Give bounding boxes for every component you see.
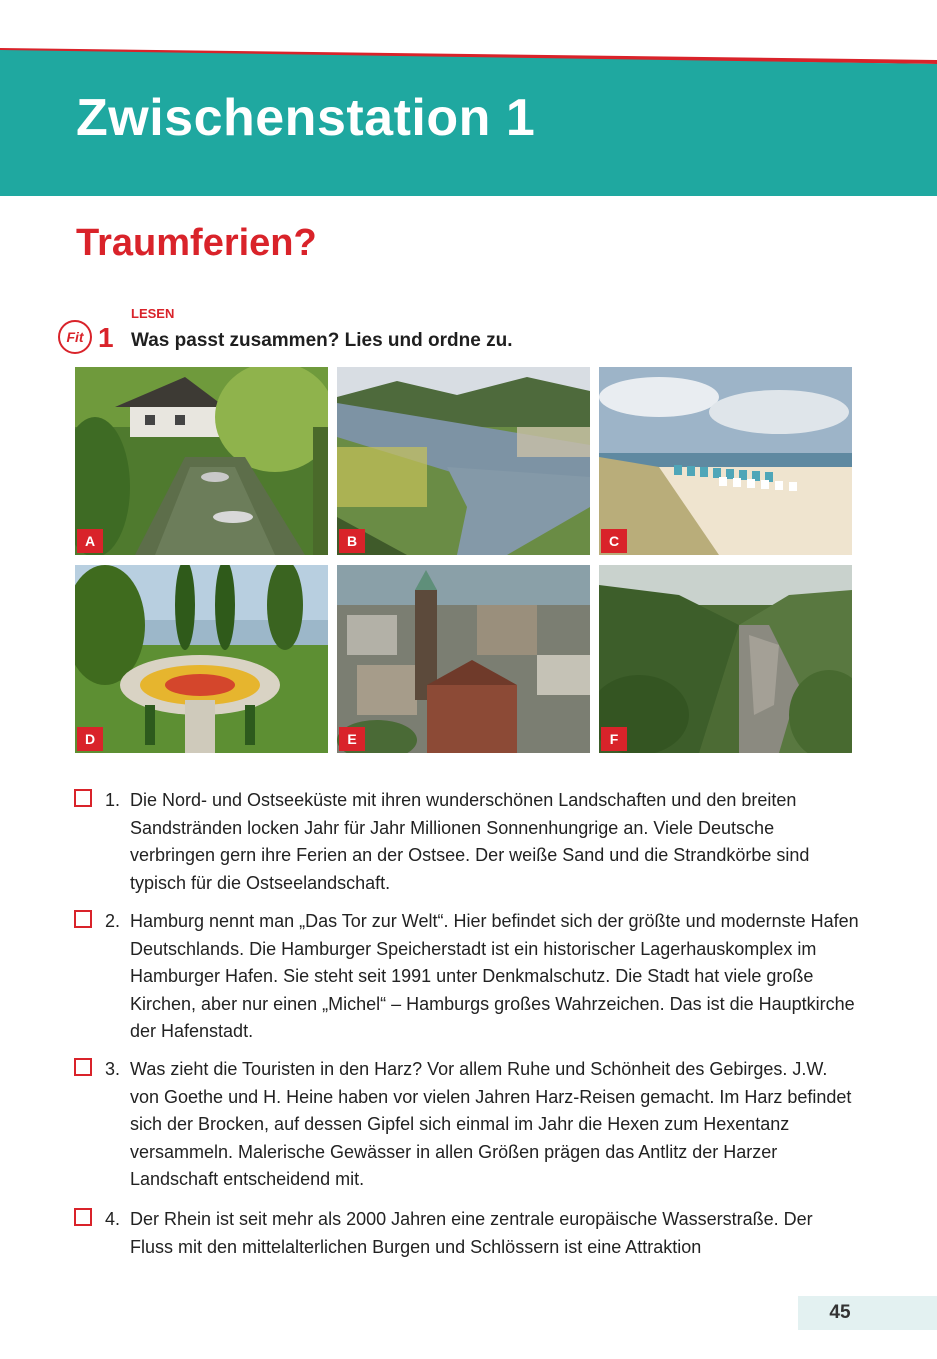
- item-text: Was zieht die Touristen in den Harz? Vor allem Ruhe und Schönheit des Gebirges. J.W. von Goethe und H. Heine haben vor vielen Jahren Harz-Reisen gemacht. Im Harz befindet sich der Brocken, auf dessen Gipfel sich einmal im Jahr die Hexen zum Hexentanz versammeln. Malerische Gewässer in allen Größen prägen das Antlitz der Harzer Landschaft entscheidend mit.: [130, 1059, 852, 1189]
- fit-badge-icon: Fit: [58, 320, 92, 354]
- page-number-box: [798, 1296, 937, 1330]
- photo-c-label: C: [601, 529, 627, 553]
- section-title: Traumferien?: [76, 222, 317, 264]
- photo-d: [75, 565, 328, 753]
- photo-b-label: B: [339, 529, 365, 553]
- photo-f-image: [599, 565, 852, 753]
- photo-c-image: [599, 367, 852, 555]
- page-title: Zwischenstation 1: [76, 89, 536, 147]
- photo-d-image: [75, 565, 328, 753]
- answer-checkbox-1[interactable]: [74, 789, 92, 807]
- photo-e: [337, 565, 590, 753]
- photo-b-image: [337, 367, 590, 555]
- photo-a: [75, 367, 328, 555]
- answer-checkbox-3[interactable]: [74, 1058, 92, 1076]
- photo-e-label: E: [339, 727, 365, 751]
- photo-a-label: A: [77, 529, 103, 553]
- answer-checkbox-2[interactable]: [74, 910, 92, 928]
- item-number: 1.: [105, 790, 121, 810]
- photo-b: [337, 367, 590, 555]
- photo-a-image: [75, 367, 328, 555]
- answer-checkbox-4[interactable]: [74, 1208, 92, 1226]
- item-text: Hamburg nennt man „Das Tor zur Welt“. Hier befindet sich der größte und modernste Hafen Deutschlands. Die Hamburger Speicherstadt ist ein historischer Lagerhauskomplex im Hamburger Hafen. Sie steht seit 1991 unter Denkmalschutz. Die Stadt hat viele große Kirchen, aber nur einen „Michel“ – Hamburgs großes Wahrzeichen. Das ist die Hauptkirche der Hafenstadt.: [130, 911, 859, 1041]
- item-number: 3.: [105, 1059, 121, 1079]
- item-number: 2.: [105, 911, 121, 931]
- photo-e-image: [337, 565, 590, 753]
- item-text: Der Rhein ist seit mehr als 2000 Jahren eine zentrale europäische Wasserstraße. Der Fluss mit den mittelalterlichen Burgen und Schlössern ist eine Attraktion: [130, 1209, 813, 1257]
- photo-d-label: D: [77, 727, 103, 751]
- task-category: LESEN: [131, 306, 175, 321]
- task-instruction: Was passt zusammen? Lies und ordne zu.: [131, 330, 513, 351]
- photo-c: [599, 367, 852, 555]
- item-number: 4.: [105, 1209, 121, 1229]
- photo-f: [599, 565, 852, 753]
- page-number: 45: [829, 1302, 851, 1323]
- item-text: Die Nord- und Ostseeküste mit ihren wunderschönen Landschaften und den breiten Sandstränden locken Jahr für Jahr Millionen Sonnenhungrige an. Viele Deutsche verbringen gern ihre Ferien an der Ostsee. Der weiße Sand und die Strandkörbe sind typisch für die Ostseelandschaft.: [130, 790, 810, 893]
- photo-f-label: F: [601, 727, 627, 751]
- task-number: 1: [98, 322, 114, 353]
